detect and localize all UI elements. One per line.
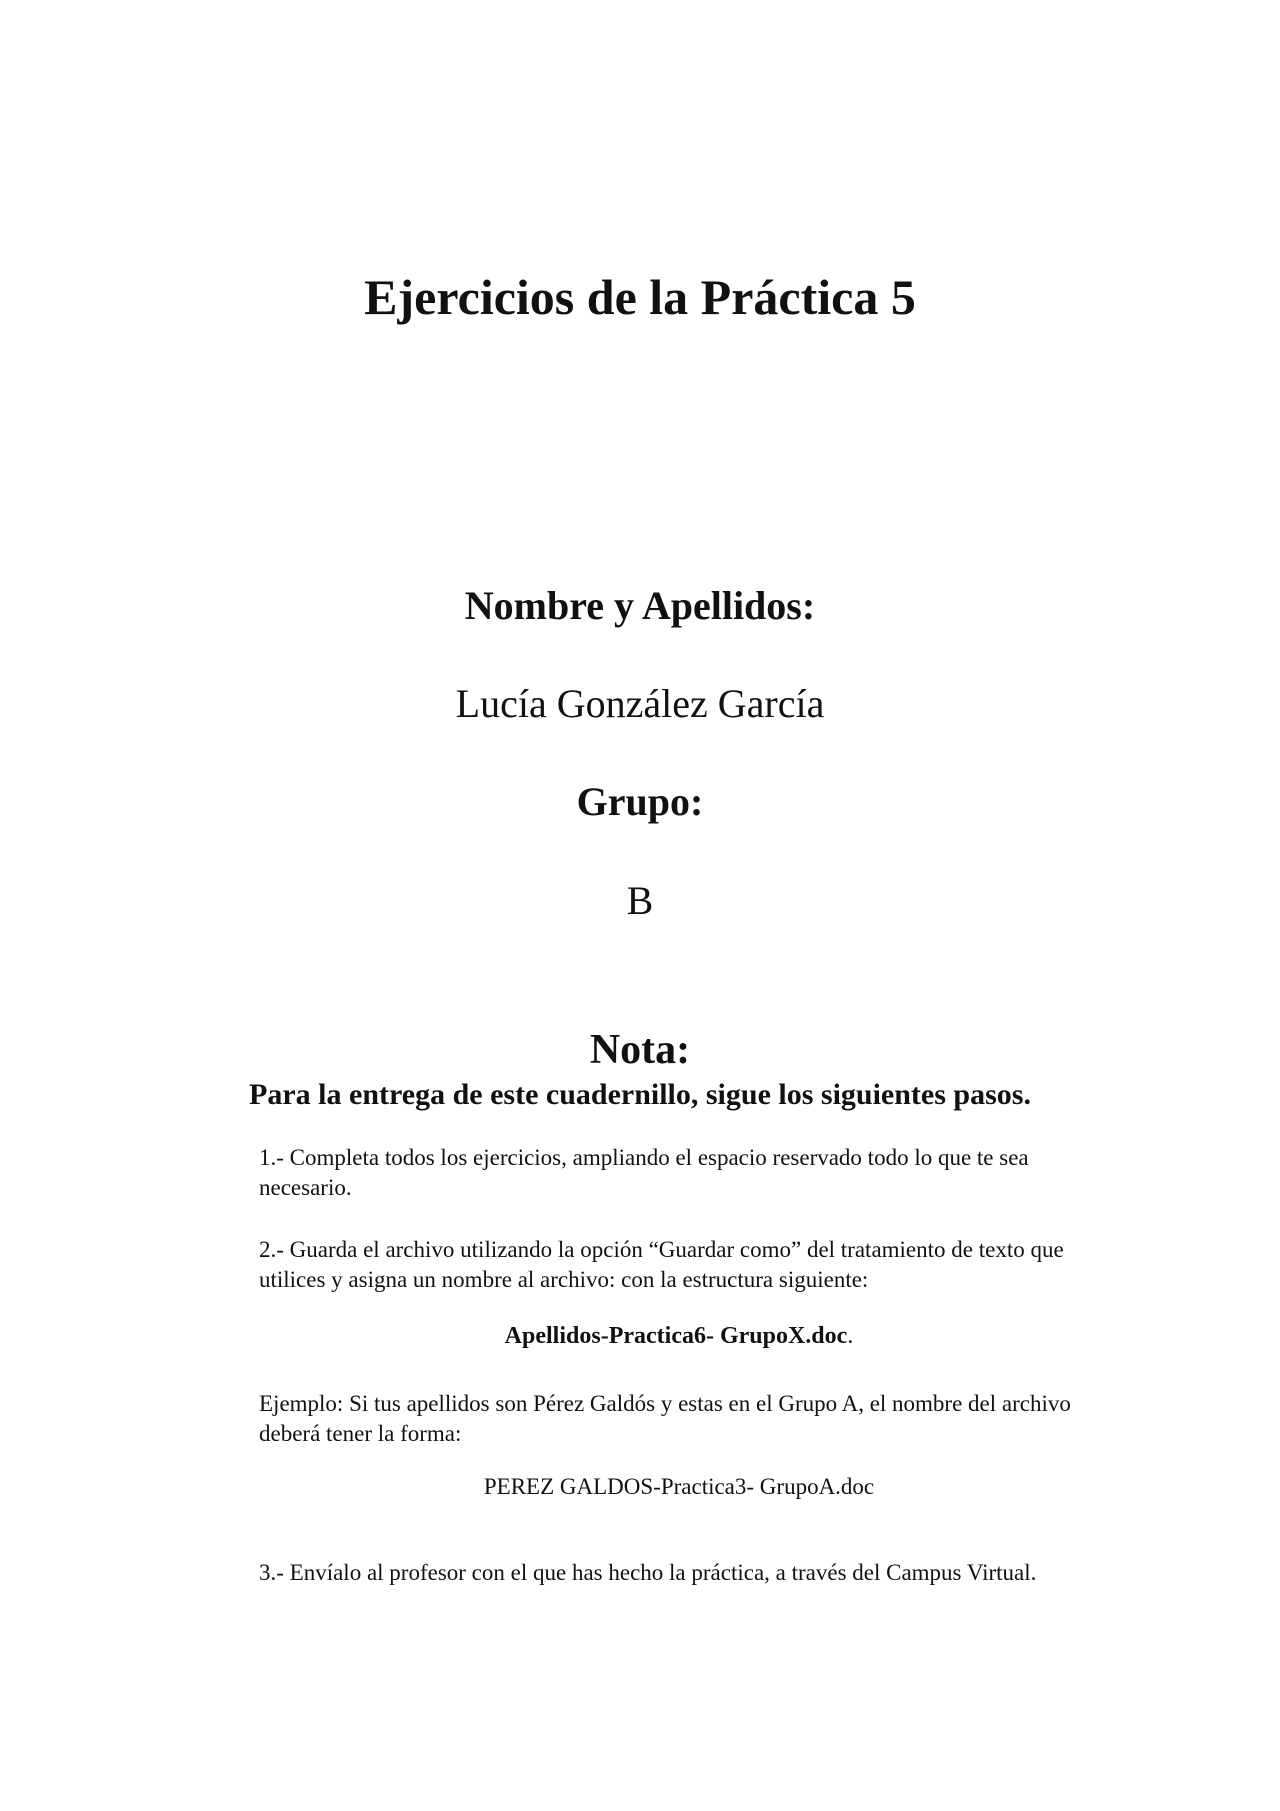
filename-pattern [259, 1323, 1099, 1350]
group-value: B [626, 878, 654, 923]
example-text: Ejemplo: Si tus apellidos son Pérez Galdós y estas en el Grupo A, el nombre del archivo deberá tener la forma: [259, 1391, 1071, 1446]
step-1: 1.- Completa todos los ejercicios, ampliando el espacio reservado todo lo que te sea necesario. [259, 1145, 1029, 1200]
filename-example: PEREZ GALDOS-Practica3- GrupoA.doc [483, 1474, 875, 1499]
name-value: Lucía González García [455, 681, 825, 726]
group-label: Grupo: [576, 779, 704, 824]
nota-intro: Para la entrega de este cuadernillo, sigue los siguientes pasos. [249, 1078, 1031, 1111]
step-3: 3.- Envíalo al profesor con el que has hecho la práctica, a través del Campus Virtual. [259, 1560, 1037, 1585]
step-2: 2.- Guarda el archivo utilizando la opción “Guardar como” del tratamiento de texto que utilices y asigna un nombre al archivo: con la estructura siguiente: [259, 1237, 1064, 1292]
name-label: Nombre y Apellidos: [464, 583, 816, 628]
filename-pattern-period: . [847, 1323, 854, 1349]
filename-pattern-text: Apellidos-Practica6- GrupoX.doc [504, 1323, 848, 1349]
document-title: Ejercicios de la Práctica 5 [364, 269, 916, 325]
nota-label: Nota: [589, 1027, 691, 1073]
